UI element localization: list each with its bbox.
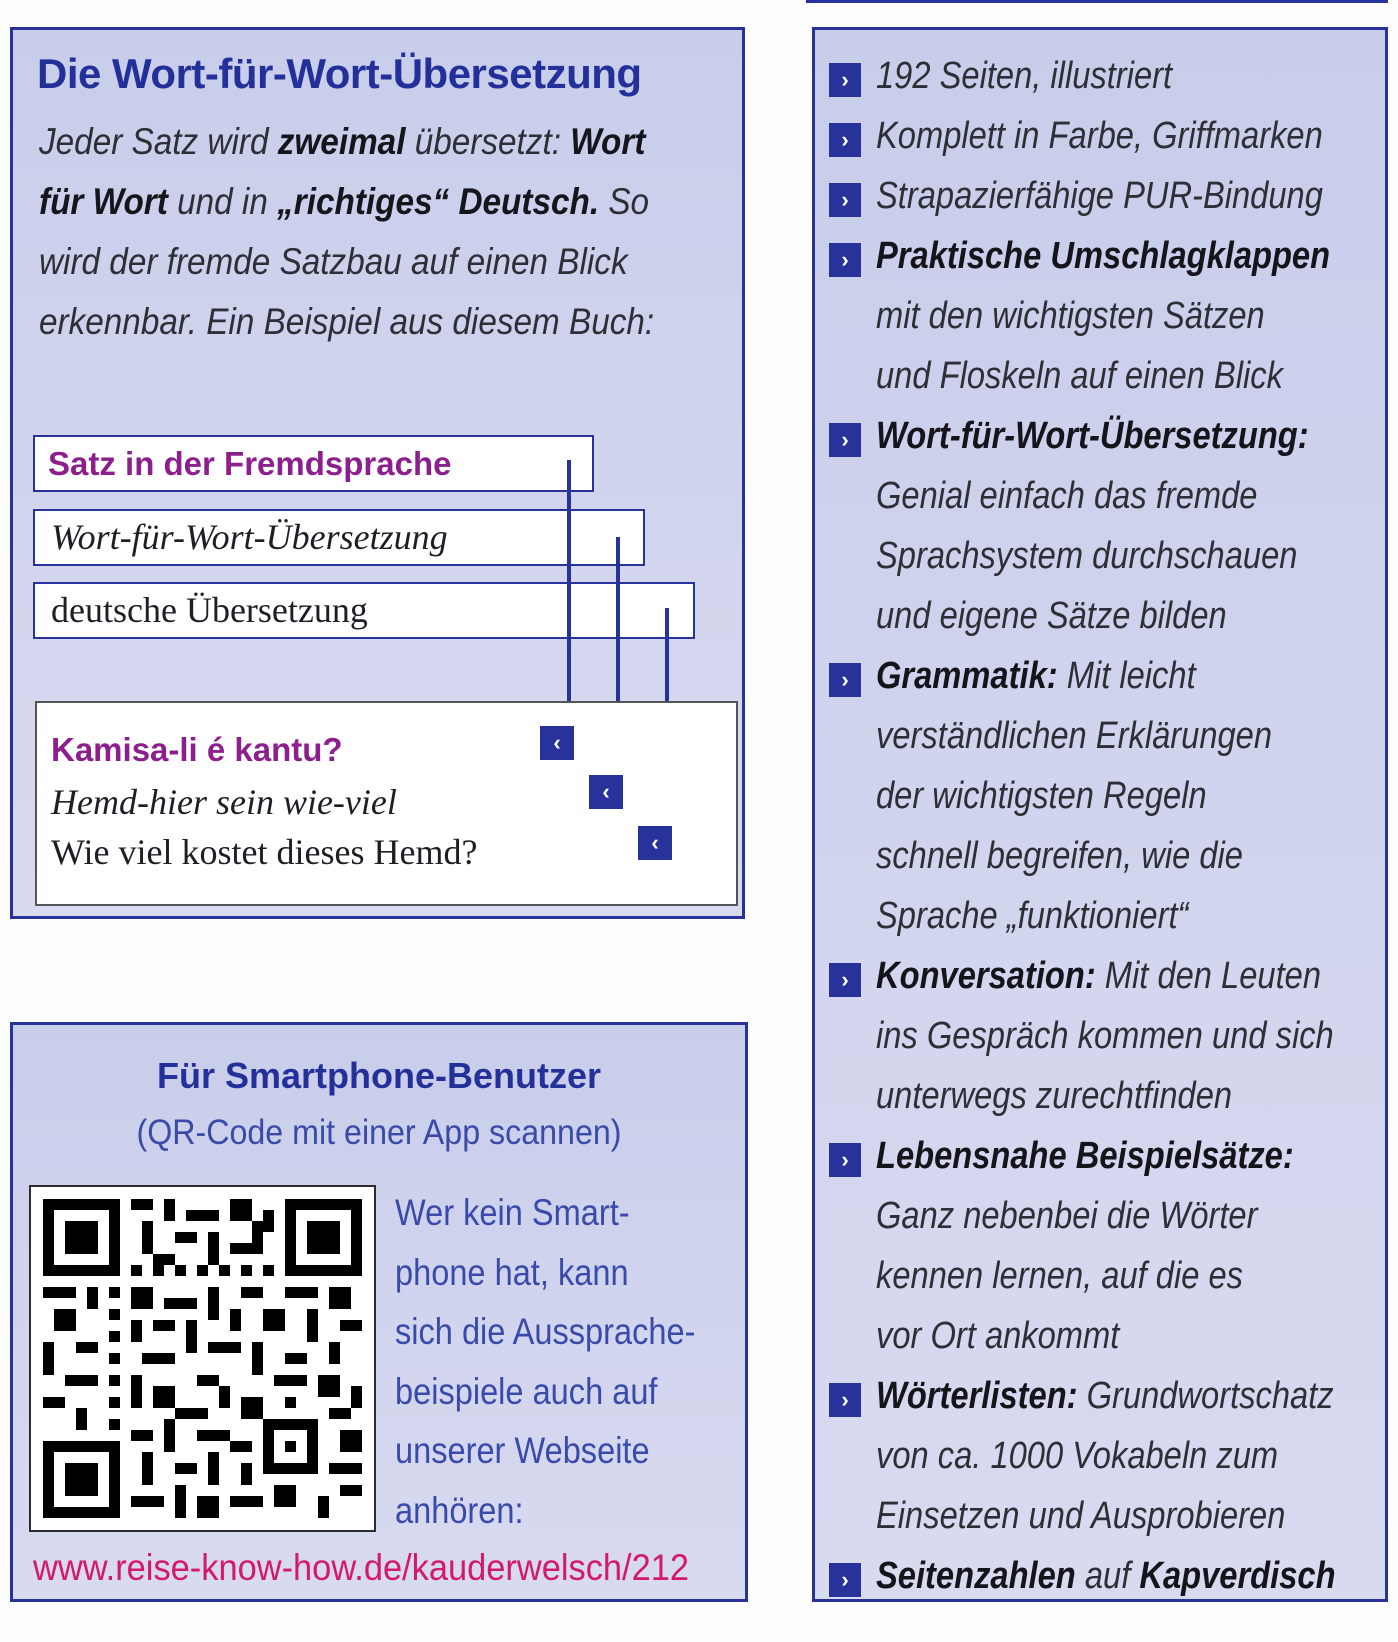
wfw-intro-line-4: erkennbar. Ein Beispiel aus diesem Buch: (39, 301, 655, 342)
smartphone-note (395, 1183, 703, 1540)
feature-heading: Lebensnahe Beispielsätze: (876, 1135, 1294, 1177)
chevron-right-icon: › (829, 243, 861, 277)
feature-line: 192 Seiten, illustriert (876, 55, 1173, 97)
wfw-intro-line-3: wird der fremde Satzbau auf einen Blick (39, 241, 628, 282)
smartphone-box (10, 1022, 748, 1602)
wfw-box (10, 27, 745, 919)
chevron-right-icon: › (829, 123, 861, 157)
example-literal: Hemd-hier sein wie-viel (51, 782, 397, 822)
feature-heading: Konversation: Mit den Leuten (876, 955, 1322, 997)
feature-heading: Grammatik: Mit leicht (876, 655, 1196, 697)
top-rule (806, 0, 1388, 3)
example-box (35, 701, 738, 906)
feature-line: Sprache „funktioniert“ (876, 895, 1189, 937)
feature-line: Genial einfach das fremde (876, 475, 1258, 517)
feature-line: von ca. 1000 Vokabeln zum (876, 1435, 1279, 1477)
feature-line: und eigene Sätze bilden (876, 595, 1227, 637)
chevron-right-icon: › (829, 423, 861, 457)
chevron-right-icon: › (829, 63, 861, 97)
example-german: Wie viel kostet dieses Hemd? (51, 832, 478, 872)
legend-foreign: Satz in der Fremdsprache (33, 435, 594, 492)
smartphone-note-line: Wer kein Smart- (395, 1192, 630, 1233)
feature-line: Sprachsystem durchschauen (876, 535, 1298, 577)
feature-line: vor Ort ankommt (876, 1315, 1120, 1357)
connector-foreign (567, 460, 571, 726)
feature-heading: Praktische Umschlagklappen (876, 235, 1331, 277)
feature-line: Komplett in Farbe, Griffmarken (876, 115, 1323, 157)
smartphone-note-line: unserer Webseite (395, 1430, 650, 1471)
chevron-right-icon: › (829, 183, 861, 217)
chevron-right-icon: › (829, 1563, 861, 1597)
smartphone-note-line: anhören: (395, 1489, 524, 1531)
wfw-title: Die Wort-für-Wort-Übersetzung (37, 50, 642, 97)
chevron-right-icon: › (829, 1143, 861, 1177)
qr-code[interactable] (29, 1185, 376, 1532)
wfw-intro (39, 112, 660, 352)
smartphone-subtitle: (QR-Code mit einer App scannen) (136, 1113, 622, 1152)
feature-line: mit den wichtigsten Sätzen (876, 295, 1265, 337)
example-foreign: Kamisa-li é kantu? (51, 731, 343, 768)
feature-line: ins Gespräch kommen und sich (876, 1015, 1334, 1057)
chevron-right-icon: › (829, 963, 861, 997)
feature-heading: Wörterlisten: Grundwortschatz (876, 1375, 1334, 1417)
feature-line: Ganz nebenbei die Wörter (876, 1195, 1258, 1237)
legend-literal: Wort-für-Wort-Übersetzung (33, 509, 645, 566)
feature-heading: Seitenzahlen auf Kapverdisch (876, 1555, 1336, 1597)
wfw-intro-line-2: für Wort und in „richtiges“ Deutsch. So (39, 181, 650, 222)
arrow-left-icon: ‹ (638, 826, 672, 860)
chevron-right-icon: › (829, 1383, 861, 1417)
features-box (812, 27, 1388, 1602)
arrow-left-icon: ‹ (540, 726, 574, 760)
feature-line: verständlichen Erklärungen (876, 715, 1273, 757)
qr-code-icon (43, 1199, 362, 1518)
feature-line: und Floskeln auf einen Blick (876, 355, 1283, 397)
feature-line: unterwegs zurechtfinden (876, 1075, 1233, 1117)
smartphone-note-line: sich die Aussprache- (395, 1311, 696, 1352)
feature-line: Einsetzen und Ausprobieren (876, 1495, 1286, 1537)
smartphone-note-line: phone hat, kann (395, 1251, 629, 1293)
feature-line: der wichtigsten Regeln (876, 775, 1207, 817)
smartphone-note-line: beispiele auch auf (395, 1370, 658, 1412)
chevron-right-icon: › (829, 663, 861, 697)
legend-german: deutsche Übersetzung (33, 582, 695, 639)
arrow-left-icon: ‹ (589, 775, 623, 809)
website-link[interactable]: www.reise-know-how.de/kauderwelsch/212 (33, 1547, 690, 1588)
wfw-intro-line-1: Jeder Satz wird zweimal übersetzt: Wort (39, 121, 646, 162)
feature-heading: Wort-für-Wort-Übersetzung: (876, 415, 1309, 457)
smartphone-title: Für Smartphone-Benutzer (156, 1055, 602, 1096)
feature-line: Strapazierfähige PUR-Bindung (876, 175, 1323, 217)
feature-line: kennen lernen, auf die es (876, 1255, 1244, 1297)
feature-line: schnell begreifen, wie die (876, 835, 1243, 877)
